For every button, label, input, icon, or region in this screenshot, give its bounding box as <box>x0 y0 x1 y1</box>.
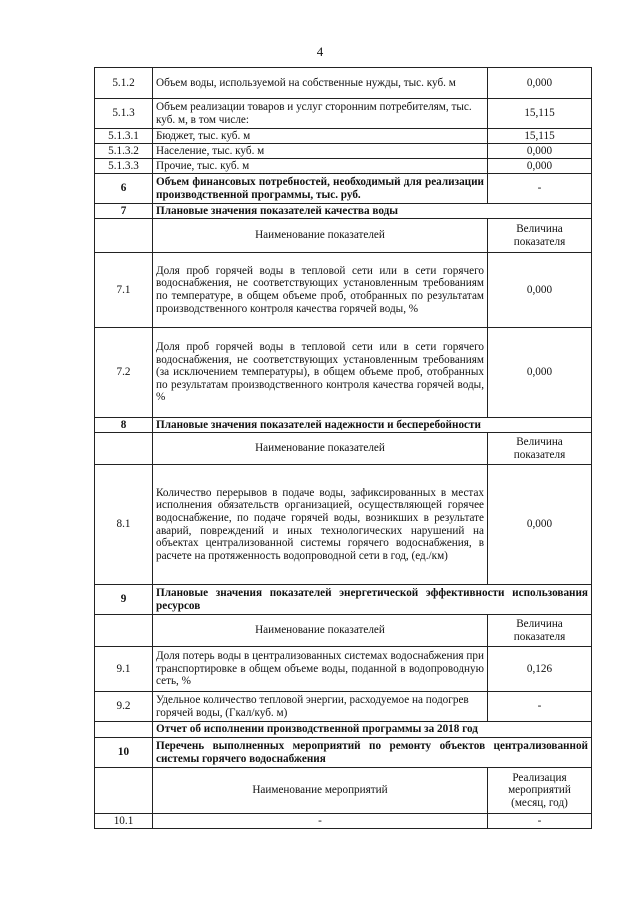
row-number: 8.1 <box>95 465 153 585</box>
table-row <box>95 174 592 204</box>
section-number: 9 <box>95 585 153 615</box>
column-header-name: Наименование показателей <box>153 219 488 253</box>
row-value: - <box>488 174 592 204</box>
row-value: 0,000 <box>488 144 592 159</box>
table-row <box>95 144 592 159</box>
row-value: 15,115 <box>488 129 592 144</box>
row-value: 0,000 <box>488 328 592 418</box>
section-number: 8 <box>95 418 153 433</box>
section-title: Плановые значения показателей качества воды <box>153 204 592 219</box>
column-header-value: Величина показателя <box>488 433 592 465</box>
column-header-value: Величина показателя <box>488 615 592 647</box>
row-number: 9.2 <box>95 692 153 722</box>
row-value: 0,000 <box>488 159 592 174</box>
column-header-name: Наименование мероприятий <box>153 768 488 814</box>
table-row <box>95 253 592 328</box>
row-value: - <box>488 692 592 722</box>
row-number: 5.1.2 <box>95 68 153 99</box>
table-row <box>95 722 592 738</box>
section-title: Плановые значения показателей надежности и бесперебойности <box>153 418 592 433</box>
row-text: - <box>153 814 488 829</box>
row-text: Удельное количество тепловой энергии, расходуемое на подогрев горячей воды, (Гкал/куб. м) <box>153 692 488 722</box>
table-row <box>95 738 592 768</box>
column-header-name: Наименование показателей <box>153 615 488 647</box>
table-row <box>95 129 592 144</box>
section-number: 10 <box>95 738 153 768</box>
program-table <box>94 67 592 829</box>
column-header-value: Реализация мероприятий (месяц, год) <box>488 768 592 814</box>
section-number: 7 <box>95 204 153 219</box>
column-header-value: Величина показателя <box>488 219 592 253</box>
table-row <box>95 418 592 433</box>
row-value: - <box>488 814 592 829</box>
table-row <box>95 814 592 829</box>
row-value: 0,000 <box>488 68 592 99</box>
row-number: 7.1 <box>95 253 153 328</box>
table-row <box>95 68 592 99</box>
page-number: 4 <box>316 44 324 59</box>
section-number: 6 <box>95 174 153 204</box>
row-text: Бюджет, тыс. куб. м <box>153 129 488 144</box>
table-header-row <box>95 768 592 814</box>
table-row <box>95 159 592 174</box>
row-text: Население, тыс. куб. м <box>153 144 488 159</box>
empty-cell <box>95 433 153 465</box>
report-title: Отчет об исполнении производственной программы за 2018 год <box>153 722 592 738</box>
table-row <box>95 465 592 585</box>
row-number: 9.1 <box>95 647 153 692</box>
table-row <box>95 585 592 615</box>
row-number: 7.2 <box>95 328 153 418</box>
row-text: Объем воды, используемой на собственные нужды, тыс. куб. м <box>153 68 488 99</box>
row-number: 5.1.3.2 <box>95 144 153 159</box>
row-value: 0,000 <box>488 465 592 585</box>
row-number: 10.1 <box>95 814 153 829</box>
section-title: Плановые значения показателей энергетической эффективности использования ресурсов <box>153 585 592 615</box>
empty-cell <box>95 219 153 253</box>
row-text: Объем реализации товаров и услуг сторонним потребителям, тыс. куб. м, в том числе: <box>153 99 488 129</box>
table-header-row <box>95 219 592 253</box>
section-title: Перечень выполненных мероприятий по ремонту объектов централизованной системы горячего водоснабжения <box>153 738 592 768</box>
row-number: 5.1.3.3 <box>95 159 153 174</box>
row-text: Доля проб горячей воды в тепловой сети или в сети горячего водоснабжения, не соответствующих установленным требованиям (за исключением температуры), в общем объеме проб, отобранных по результатам производственного контроля качества горячей воды, % <box>153 328 488 418</box>
row-number: 5.1.3.1 <box>95 129 153 144</box>
table-header-row <box>95 433 592 465</box>
table-row <box>95 328 592 418</box>
row-text: Прочие, тыс. куб. м <box>153 159 488 174</box>
row-value: 0,126 <box>488 647 592 692</box>
empty-cell <box>95 615 153 647</box>
table-row <box>95 204 592 219</box>
table-row <box>95 99 592 129</box>
row-text: Доля потерь воды в централизованных системах водоснабжения при транспортировке в общем объеме воды, поданной в водопроводную сеть, % <box>153 647 488 692</box>
row-value: 15,115 <box>488 99 592 129</box>
table-row <box>95 647 592 692</box>
table-row <box>95 692 592 722</box>
empty-cell <box>95 768 153 814</box>
empty-cell <box>95 722 153 738</box>
table-header-row <box>95 615 592 647</box>
row-text: Количество перерывов в подаче воды, зафиксированных в местах исполнения обязательств организацией, осуществляющей горячее водоснабжение, по подаче горячей воды, возникших в результате аварий, повреждений и иных технологических нарушений на объектах централизованной системы горячего водоснабжения, в расчете на протяженность водопроводной сети в год, (ед./км) <box>153 465 488 585</box>
column-header-name: Наименование показателей <box>153 433 488 465</box>
row-number: 5.1.3 <box>95 99 153 129</box>
row-value: 0,000 <box>488 253 592 328</box>
row-text: Доля проб горячей воды в тепловой сети или в сети горячего водоснабжения, не соответствующих установленным требованиям по температуре, в общем объеме проб, отобранных по результатам производственного контроля качества горячей воды, % <box>153 253 488 328</box>
section-title: Объем финансовых потребностей, необходимый для реализации производственной программы, тыс. руб. <box>153 174 488 204</box>
